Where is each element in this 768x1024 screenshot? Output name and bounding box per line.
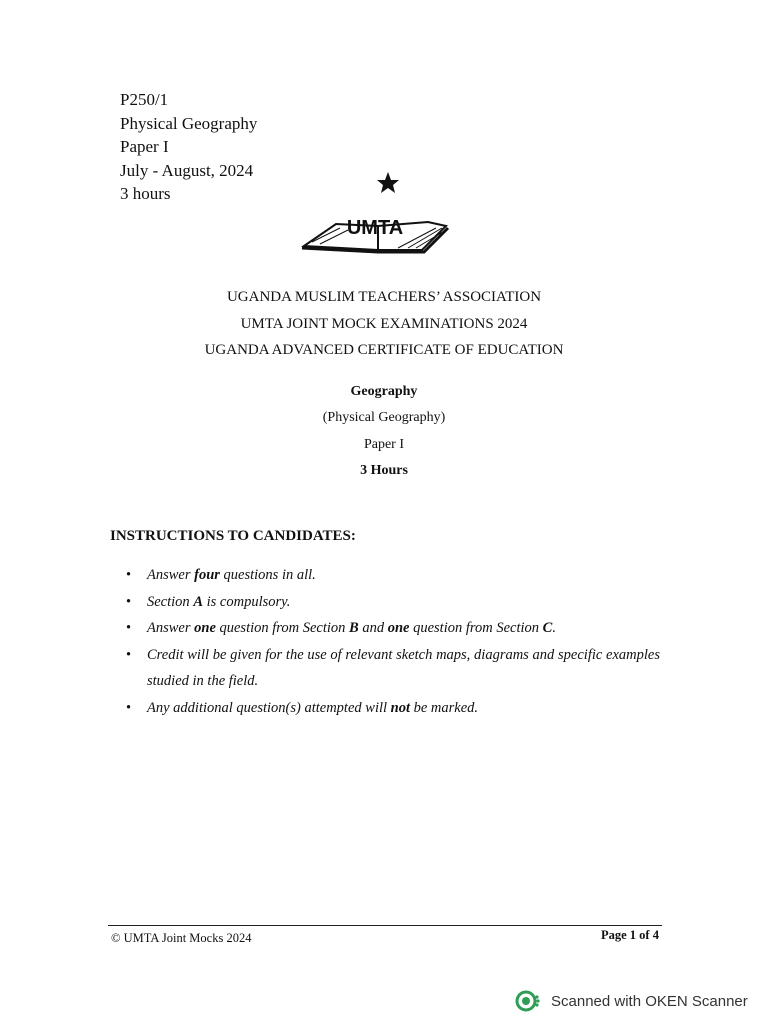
footer-divider	[108, 925, 662, 926]
paper-duration: 3 hours	[120, 184, 171, 203]
scanner-label: Scanned with OKEN Scanner	[551, 992, 748, 1010]
paper-number: Paper I	[120, 137, 169, 156]
instruction-item: • Answer one question from Section B and one question from Section C.	[120, 615, 660, 642]
certificate-title: UGANDA ADVANCED CERTIFICATE OF EDUCATION	[204, 342, 564, 358]
scanner-watermark	[515, 990, 748, 1012]
subject-heading: Geography	[350, 384, 418, 399]
paper-session: July - August, 2024	[120, 160, 254, 180]
page-number: Page 1 of 4	[601, 928, 659, 942]
umta-logo	[300, 160, 450, 256]
paper-header	[120, 88, 257, 206]
association-title: UGANDA MUSLIM TEACHERS’ ASSOCIATION	[226, 289, 542, 305]
instruction-item: • Credit will be given for the use of relevant sketch maps, diagrams and specific examples studied in the field.	[120, 642, 660, 695]
instruction-item: • Answer four questions in all.	[120, 562, 660, 589]
exam-title: UMTA JOINT MOCK EXAMINATIONS 2024	[240, 316, 528, 332]
footer-copyright: © UMTA Joint Mocks 2024	[111, 931, 252, 945]
instruction-item: • Section A is compulsory.	[120, 589, 660, 616]
paper-heading: Paper I	[363, 437, 405, 452]
sub-subject-heading: (Physical Geography)	[322, 410, 446, 425]
instructions-list	[120, 562, 660, 721]
paper-code: P250/1	[120, 90, 169, 109]
paper-subject: Physical Geography	[120, 113, 258, 133]
instructions-title: INSTRUCTIONS TO CANDIDATES:	[110, 528, 356, 544]
duration-heading: 3 Hours	[360, 463, 408, 478]
instruction-item: • Any additional question(s) attempted will not be marked.	[120, 695, 660, 722]
logo-text: UMTA	[346, 217, 404, 239]
crescent-star-open-book-icon	[300, 160, 450, 256]
oken-scanner-icon	[515, 990, 541, 1012]
